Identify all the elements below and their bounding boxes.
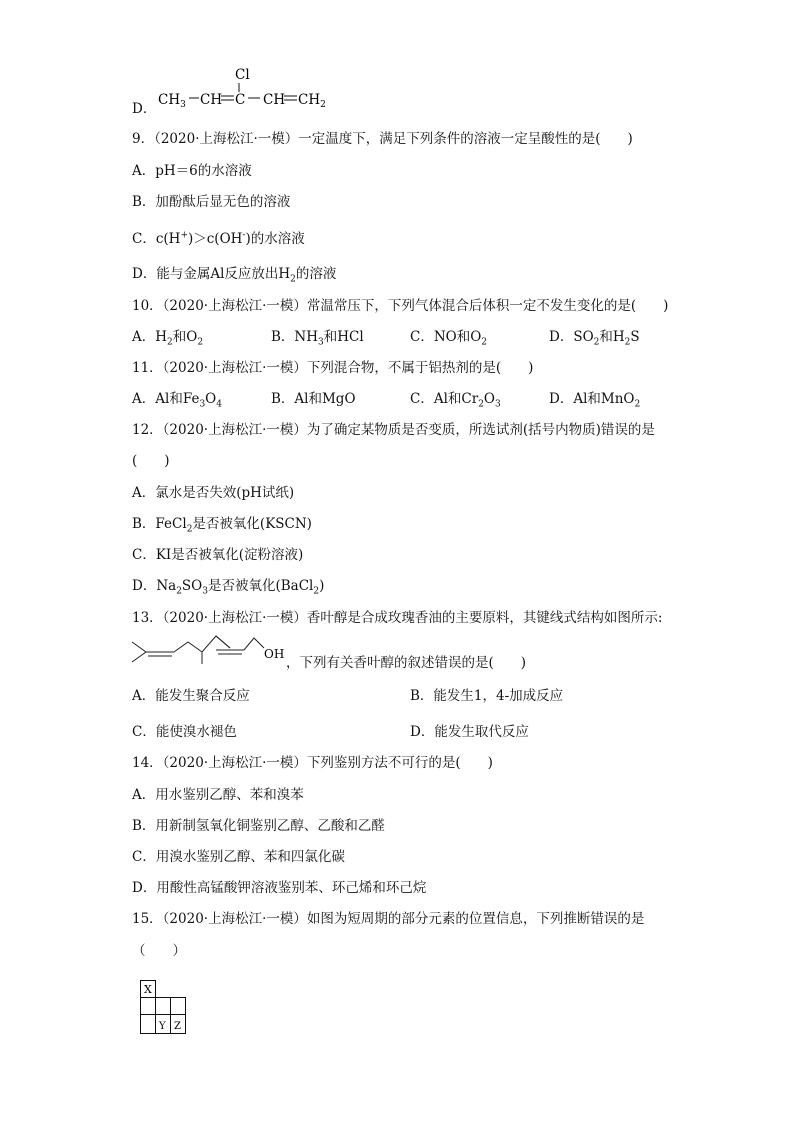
q12-option-d: D．$Na_2SO_3$是否被氧化(BaCl$_2$)	[132, 578, 325, 597]
q13-option-a: A．能发生聚合反应	[132, 688, 250, 704]
q14-option-d: D．用酸性高锰酸钾溶液鉴别苯、环己烯和环己烷	[132, 880, 427, 896]
q9-option-d: D．能与金属Al反应放出$H_2$的溶液	[132, 266, 337, 285]
element-z: Z	[174, 1021, 181, 1032]
element-y: Y	[159, 1021, 166, 1032]
q9-stem: 9．（2020·上海松江·一模）一定温度下，满足下列条件的溶液一定呈酸性的是( )	[132, 131, 633, 147]
cell-empty-1	[156, 998, 171, 1015]
periodic-table-fragment	[140, 980, 186, 1036]
bond-chain-b	[216, 636, 230, 648]
cell-empty-2	[171, 998, 186, 1015]
group-ch3: $CH_3$	[158, 92, 186, 110]
q13-option-c: C．能使溴水褪色	[132, 724, 237, 740]
cell-empty-3	[141, 1015, 156, 1034]
cell-under-x	[141, 998, 156, 1015]
q9-option-c: C．c(H+)＞c(OH-)的水溶液	[132, 230, 305, 247]
q8-option-d-label: D．	[132, 101, 157, 117]
q14-option-b: B．用新制氢氧化铜鉴别乙醇、乙酸和乙醛	[132, 818, 385, 834]
q13-option-d: D．能发生取代反应	[410, 724, 529, 740]
q11-option-c: C．Al和$Cr_2O_3$	[410, 391, 501, 410]
element-x: X	[144, 983, 152, 996]
q15-stem-cont: （ ）	[132, 943, 186, 959]
q14-option-a: A．用水鉴别乙醇、苯和溴苯	[132, 787, 304, 803]
q12-option-c: C．KI是否被氧化(淀粉溶液)	[132, 547, 304, 563]
q13-option-b: B．能发生1，4-加成反应	[410, 688, 564, 704]
q14-stem: 14．（2020·上海松江·一模）下列鉴别方法不可行的是( )	[132, 755, 493, 771]
q10-option-c: C．NO和$O_2$	[410, 329, 488, 348]
q11-stem: 11．（2020·上海松江·一模）下列混合物，不属于铝热剂的是( )	[132, 360, 534, 376]
q13-stem-cont: ，下列有关香叶醇的叙述错误的是( )	[286, 655, 527, 671]
q15-stem: 15．（2020·上海松江·一模）如图为短周期的部分元素的位置信息，下列推断错误的是	[132, 911, 645, 927]
q13-stem: 13．（2020·上海松江·一模）香叶醇是合成玫瑰香油的主要原料，其键线式结构如图所示:	[132, 610, 663, 626]
group-ch2: $CH_2$	[298, 92, 326, 110]
skeleton-tail	[244, 638, 264, 650]
hydroxyl-label: OH	[264, 647, 285, 661]
q12-option-b: B．FeCl$_2$是否被氧化(KSCN)	[132, 516, 312, 535]
q8-structure-diagram	[155, 64, 355, 114]
q12-stem-cont: ( )	[132, 453, 170, 469]
q12-option-a: A．氯水是否失效(pH试纸)	[132, 485, 295, 501]
q9-option-a: A．pH＝6的水溶液	[132, 163, 252, 179]
skeleton-end	[132, 642, 146, 662]
q9-option-b: B．加酚酞后显无色的溶液	[132, 194, 291, 210]
q11-option-a: A．Al和$Fe_3O_4$	[132, 391, 222, 410]
q12-stem: 12．（2020·上海松江·一模）为了确定某物质是否变质，所选试剂(括号内物质)错误的是	[132, 422, 655, 438]
q11-option-b: B．Al和MgO	[271, 391, 356, 407]
geraniol-skeletal-structure	[130, 630, 290, 666]
q10-option-b: B．$NH_3$和HCl	[271, 329, 364, 348]
q14-option-c: C．用溴水鉴别乙醇、苯和四氯化碳	[132, 849, 345, 865]
group-c: C	[235, 92, 246, 108]
q10-stem: 10．（2020·上海松江·一模）常温常压下，下列气体混合后体积一定不发生变化的是( )	[132, 298, 669, 314]
q10-option-d: D．$SO_2$和$H_2S$	[549, 329, 640, 348]
group-ch-a: CH	[200, 92, 223, 108]
q11-option-d: D．Al和MnO$_2$	[549, 391, 641, 410]
group-ch-b: CH	[263, 92, 286, 108]
chlorine-label: Cl	[235, 67, 250, 83]
q10-option-a: A．$H_2$和$O_2$	[132, 329, 204, 348]
